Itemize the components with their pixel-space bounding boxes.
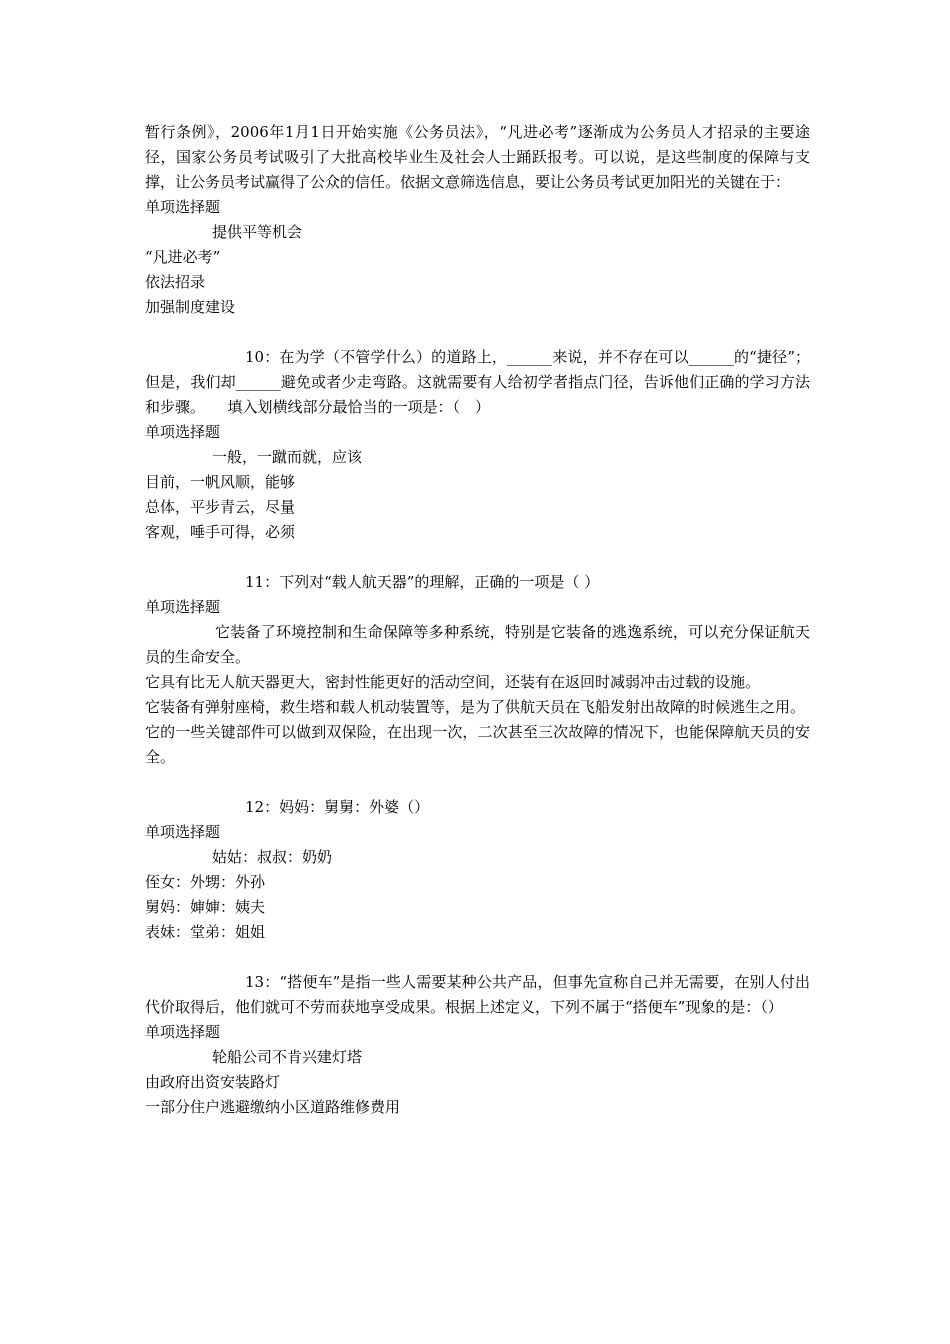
question-type: 单项选择题 [145, 598, 221, 616]
option-a[interactable]: 轮船公司不肯兴建灯塔 [212, 1048, 363, 1066]
question-13 [145, 970, 810, 1120]
option-d[interactable]: 客观，唾手可得，必须 [145, 523, 296, 541]
option-b[interactable]: 目前，一帆风顺，能够 [145, 473, 296, 491]
option-b[interactable]: 它具有比无人航天器更大，密封性能更好的活动空间，还装有在返回时减弱冲击过载的设施。 [145, 673, 761, 691]
option-c[interactable]: 一部分住户逃避缴纳小区道路维修费用 [145, 1098, 401, 1116]
option-c[interactable]: 舅妈：婶婶：姨夫 [145, 898, 266, 916]
option-c[interactable]: 依法招录 [145, 273, 206, 291]
option-a[interactable]: 提供平等机会 [212, 223, 303, 241]
option-d[interactable]: 加强制度建设 [145, 298, 236, 316]
spacer [145, 945, 810, 970]
option-c[interactable]: 总体，平步青云，尽量 [145, 498, 296, 516]
question-type: 单项选择题 [145, 198, 221, 216]
question-type: 单项选择题 [145, 423, 221, 441]
document-page [145, 120, 810, 1120]
option-a[interactable]: 一般，一蹴而就，应该 [212, 448, 363, 466]
option-a[interactable]: 姑姑：叔叔：奶奶 [212, 848, 333, 866]
option-d[interactable]: 表妹：堂弟：姐姐 [145, 923, 266, 941]
option-d[interactable]: 它的一些关键部件可以做到双保险，在出现一次，二次甚至三次故障的情况下，也能保障航天员的安全。 [145, 723, 810, 766]
question-11 [145, 570, 810, 770]
option-a[interactable]: 它装备了环境控制和生命保障等多种系统，特别是它装备的逃逸系统，可以充分保证航天员的生命安全。 [145, 623, 810, 666]
spacer [145, 770, 810, 795]
option-c[interactable]: 它装备有弹射座椅，救生塔和载人机动装置等，是为了供航天员在飞船发射出故障的时候逃生之用。 [145, 698, 806, 716]
question-stem: 10：在为学（不管学什么）的道路上，______来说，并不存在可以______的“捷径”；但是，我们却______避免或者少走弯路。这就需要有人给初学者指点门径，告诉他们正确的学习方法和步骤。 填入划横线部分最恰当的一项是：（ ） [145, 348, 810, 416]
question-12 [145, 795, 810, 945]
question-10 [145, 345, 810, 545]
question-type: 单项选择题 [145, 1023, 221, 1041]
question-stem: 13：“搭便车”是指一些人需要某种公共产品，但事先宣称自己并无需要，在别人付出代价取得后，他们就可不劳而获地享受成果。根据上述定义，下列不属于“搭便车”现象的是：（） [145, 973, 810, 1016]
option-b[interactable]: 侄女：外甥：外孙 [145, 873, 266, 891]
option-b[interactable]: 由政府出资安装路灯 [145, 1073, 281, 1091]
question-type: 单项选择题 [145, 823, 221, 841]
question-intro [145, 120, 810, 320]
question-stem: 暂行条例》，2006年1月1日开始实施《公务员法》，“凡进必考”逐渐成为公务员人才招录的主要途径，国家公务员考试吸引了大批高校毕业生及社会人士踊跃报考。可以说，是这些制度的保障与支撑，让公务员考试赢得了公众的信任。依据文意筛选信息，要让公务员考试更加阳光的关键在于： [145, 123, 810, 191]
question-stem: 12：妈妈：舅舅：外婆（） [245, 798, 430, 816]
spacer [145, 320, 810, 345]
spacer [145, 545, 810, 570]
question-stem: 11：下列对“载人航天器”的理解，正确的一项是（ ） [245, 573, 600, 591]
option-b[interactable]: “凡进必考” [145, 248, 221, 266]
